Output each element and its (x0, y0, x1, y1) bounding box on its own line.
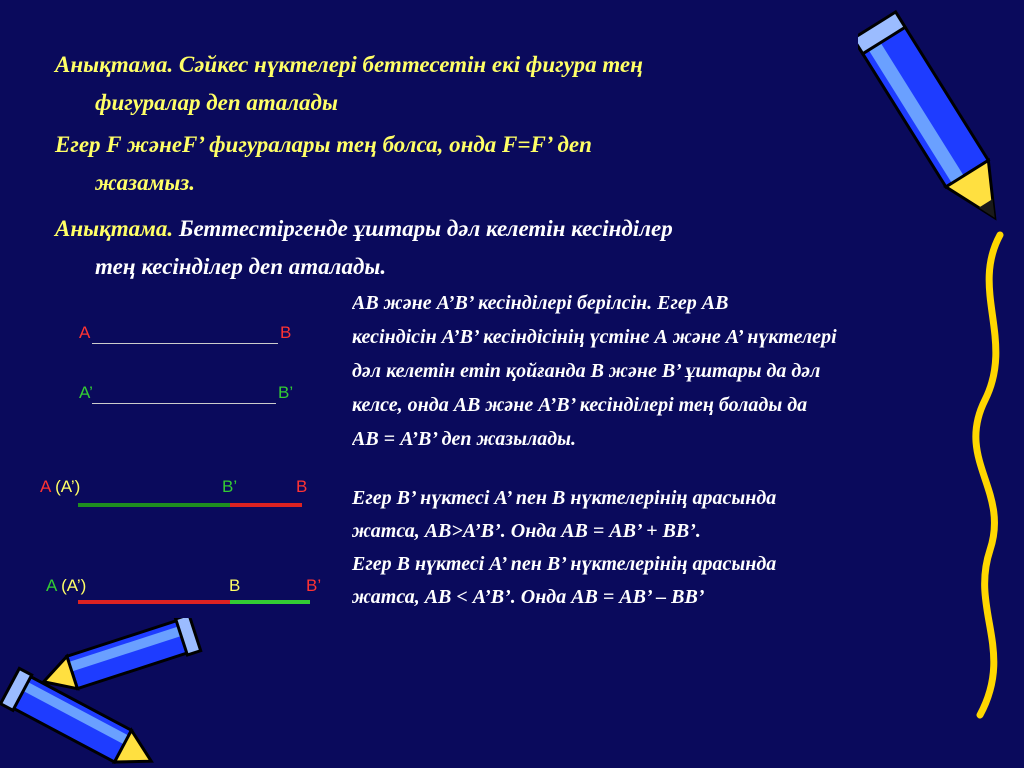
definition-text-cont: жазамыз. (95, 170, 196, 195)
case1-segment-red (230, 503, 302, 507)
case2-a: A (46, 576, 57, 595)
point-label-a-prime: A’ (79, 383, 93, 402)
description-block-1 (352, 286, 1022, 456)
case2-label-a (46, 576, 86, 596)
case1-label-b: B (296, 477, 308, 496)
squiggle-line-icon (960, 230, 1024, 720)
point-label-a: A (79, 323, 91, 342)
case2-a-prime: (A’) (61, 576, 87, 595)
case2-label-b-prime: B’ (306, 576, 322, 595)
segment-a-prime-b-prime (92, 403, 276, 404)
description-line: АВ және А’В’ кесінділері берілсін. Егер АВ (352, 292, 729, 314)
description-line: дәл келетін етіп қойғанда В және В’ ұштары да дәл (352, 360, 821, 382)
case2-segment-green (230, 600, 310, 604)
definition-text: Сәйкес нүктелері беттесетін екі фигура тең (178, 52, 643, 77)
description-line: Егер В нүктесі А’ пен В’ нүктелерінің арасында (352, 553, 777, 575)
pencils-icon (0, 618, 210, 768)
case1-label-b-prime: B’ (222, 477, 238, 496)
case1-segment-green (78, 503, 230, 507)
case2-segment-red (78, 600, 230, 604)
definition-label: Анықтама. (55, 52, 174, 77)
definition-2 (55, 126, 875, 202)
segment-ab (92, 343, 278, 344)
case1-label-a (40, 477, 80, 497)
definition-text-cont: тең кесінділер деп аталады. (95, 254, 387, 279)
description-line: келсе, онда АВ және А’В’ кесінділері тең болады да (352, 394, 808, 416)
point-label-b: B (280, 323, 292, 342)
description-line: АВ = А’В’ деп жазылады. (352, 428, 577, 450)
point-label-b-prime: B’ (278, 383, 294, 402)
case2-label-b: B (229, 576, 241, 595)
description-line: жатса, АВ>А’В’. Онда АВ = АВ’ + ВВ’. (352, 520, 701, 542)
description-line: кесіндісін А’В’ кесіндісінің үстіне А және А’ нүктелері (352, 326, 837, 348)
definition-text-cont: фигуралар деп аталады (95, 90, 338, 115)
description-line: Егер В’ нүктесі А’ пен В нүктелерінің арасында (352, 487, 777, 509)
description-line: жатса, АВ < А’В’. Онда АВ = АВ’ – ВВ’ (352, 586, 705, 608)
definition-text: Егер F жәнеF’ фигуралары тең болса, онда F=F’ деп (55, 132, 592, 157)
description-block-2 (352, 482, 992, 614)
definition-3 (55, 210, 895, 286)
case1-a: A (40, 477, 51, 496)
definition-label: Анықтама. (55, 216, 174, 241)
definition-1 (55, 46, 875, 122)
definition-text: Беттестіргенде ұштары дәл келетін кесінділер (178, 216, 673, 241)
pencil-icon (858, 2, 1018, 252)
case1-a-prime: (A’) (55, 477, 81, 496)
